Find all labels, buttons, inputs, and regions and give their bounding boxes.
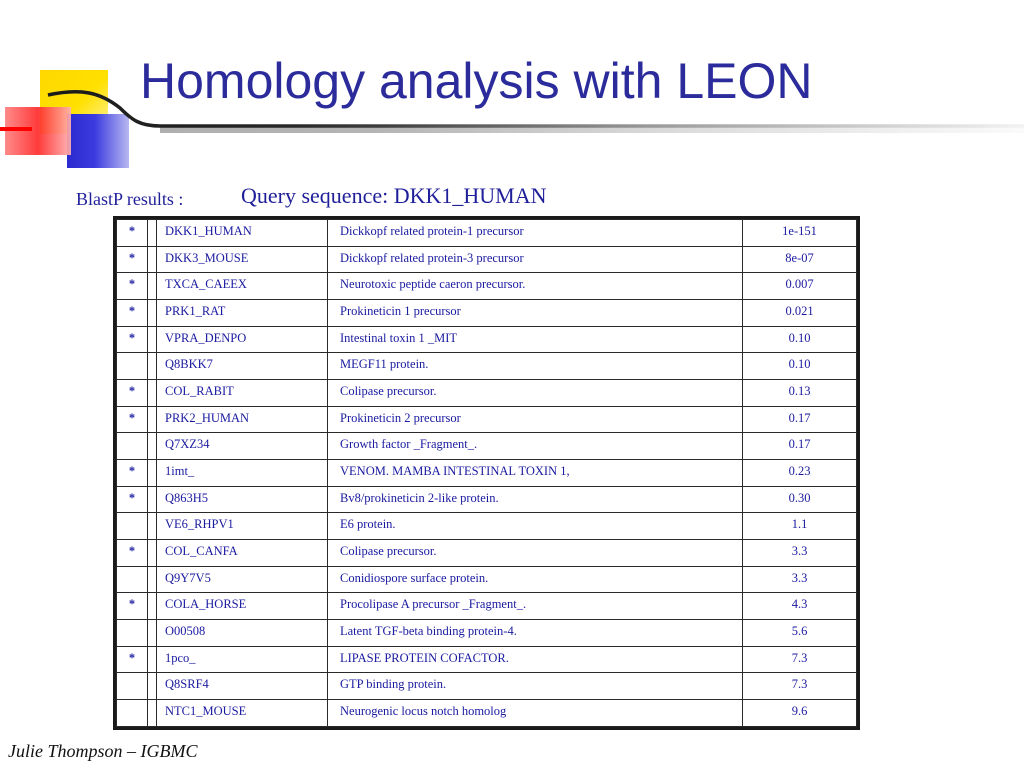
evalue-cell-text: 7.3 — [791, 677, 808, 692]
significance-star — [117, 380, 148, 407]
significance-star-text: * — [128, 464, 136, 479]
description-cell-text: VENOM. MAMBA INTESTINAL TOXIN 1, — [340, 464, 570, 479]
table-row — [117, 566, 857, 593]
significance-star — [117, 513, 148, 540]
evalue-cell — [743, 700, 857, 727]
evalue-cell-text: 0.13 — [788, 384, 811, 399]
significance-star — [117, 620, 148, 647]
evalue-cell — [743, 593, 857, 620]
accession-cell-text: VPRA_DENPO — [165, 330, 247, 345]
accession-cell-text: Q9Y7V5 — [165, 570, 211, 585]
accession-cell-text: DKK3_MOUSE — [165, 250, 249, 265]
significance-star-text: * — [128, 304, 136, 319]
accession-cell — [157, 513, 328, 540]
accession-cell-text: Q8BKK7 — [165, 357, 213, 372]
table-row — [117, 353, 857, 380]
significance-star-text: * — [128, 330, 136, 345]
accession-cell-text: COL_CANFA — [165, 544, 238, 559]
description-cell — [328, 353, 743, 380]
description-cell — [328, 620, 743, 647]
description-cell-text: Dickkopf related protein-1 precursor — [340, 224, 524, 238]
significance-star — [117, 673, 148, 700]
accession-cell — [157, 326, 328, 353]
description-cell-text: Latent TGF-beta binding protein-4. — [340, 624, 517, 639]
evalue-cell — [743, 646, 857, 673]
evalue-cell-text: 3.3 — [791, 544, 808, 559]
accession-cell — [157, 540, 328, 567]
significance-star — [117, 273, 148, 300]
description-cell-text: Intestinal toxin 1 _MIT — [340, 330, 457, 345]
significance-star — [117, 593, 148, 620]
evalue-cell-text: 8e-07 — [785, 250, 814, 265]
significance-star — [117, 326, 148, 353]
accession-cell — [157, 620, 328, 647]
accession-cell — [157, 220, 328, 247]
description-cell — [328, 273, 743, 300]
table-row — [117, 246, 857, 273]
description-cell-text: Prokineticin 1 precursor — [340, 304, 461, 319]
significance-star — [117, 646, 148, 673]
row-spacer — [148, 540, 157, 567]
accession-cell-text: 1imt_ — [165, 464, 195, 479]
evalue-cell — [743, 273, 857, 300]
row-spacer — [148, 433, 157, 460]
evalue-cell-text: 0.10 — [788, 330, 811, 345]
row-spacer — [148, 673, 157, 700]
evalue-cell-text: 0.007 — [785, 277, 814, 292]
accession-cell-text: 1pco_ — [165, 650, 196, 665]
row-spacer — [148, 273, 157, 300]
description-cell — [328, 566, 743, 593]
row-spacer — [148, 593, 157, 620]
significance-star-text: * — [128, 277, 136, 292]
accession-cell — [157, 246, 328, 273]
evalue-cell-text: 0.17 — [788, 437, 811, 452]
significance-star-text: * — [128, 544, 136, 559]
row-spacer — [148, 380, 157, 407]
significance-star — [117, 540, 148, 567]
description-cell — [328, 406, 743, 433]
row-spacer — [148, 326, 157, 353]
description-cell-text: Colipase precursor. — [340, 544, 437, 559]
description-cell-text: Neurotoxic peptide caeron precursor. — [340, 277, 526, 292]
evalue-cell — [743, 300, 857, 327]
evalue-cell-text: 0.23 — [788, 464, 811, 479]
accession-cell-text: PRK1_RAT — [165, 304, 226, 319]
significance-star-text: * — [128, 384, 136, 399]
description-cell — [328, 246, 743, 273]
table-row — [117, 540, 857, 567]
description-cell-text: E6 protein. — [340, 517, 396, 532]
accession-cell-text: O00508 — [165, 624, 206, 639]
description-cell-text: MEGF11 protein. — [340, 357, 429, 372]
evalue-cell-text: 0.17 — [788, 410, 811, 425]
row-spacer — [148, 246, 157, 273]
evalue-cell — [743, 620, 857, 647]
evalue-cell — [743, 460, 857, 487]
description-cell-text: Procolipase A precursor _Fragment_. — [340, 597, 527, 612]
evalue-cell — [743, 246, 857, 273]
description-cell — [328, 540, 743, 567]
table-row — [117, 380, 857, 407]
evalue-cell-text: 0.10 — [788, 357, 811, 372]
table-row — [117, 273, 857, 300]
evalue-cell — [743, 353, 857, 380]
accession-cell — [157, 700, 328, 727]
significance-star-text: * — [128, 650, 136, 665]
description-cell — [328, 220, 743, 247]
table-row — [117, 486, 857, 513]
evalue-cell-text: 5.6 — [791, 624, 808, 639]
row-spacer — [148, 353, 157, 380]
accession-cell — [157, 486, 328, 513]
accession-cell-text: Q863H5 — [165, 490, 209, 505]
evalue-cell-text: 9.6 — [791, 704, 808, 719]
description-cell-text: Conidiospore surface protein. — [340, 570, 489, 585]
accession-cell-text: COL_RABIT — [165, 384, 234, 399]
description-cell-text: GTP binding protein. — [340, 677, 447, 692]
evalue-cell — [743, 513, 857, 540]
accession-cell — [157, 380, 328, 407]
accession-cell — [157, 433, 328, 460]
evalue-cell-text: 1.1 — [791, 517, 808, 532]
description-cell-text: LIPASE PROTEIN COFACTOR. — [340, 650, 509, 665]
description-cell-text: Bv8/prokineticin 2-like protein. — [340, 490, 499, 505]
accession-cell-text: Q7XZ34 — [165, 437, 210, 452]
accession-cell-text: Q8SRF4 — [165, 677, 209, 692]
accession-cell-text: PRK2_HUMAN — [165, 410, 250, 425]
significance-star-text: * — [128, 410, 136, 425]
significance-star — [117, 353, 148, 380]
evalue-cell — [743, 566, 857, 593]
description-cell — [328, 593, 743, 620]
table-row — [117, 300, 857, 327]
significance-star-text: * — [128, 224, 136, 238]
evalue-cell — [743, 673, 857, 700]
table-row — [117, 700, 857, 727]
query-sequence-label: Query sequence: DKK1_HUMAN — [241, 183, 547, 208]
description-cell — [328, 486, 743, 513]
row-spacer — [148, 513, 157, 540]
table-row — [117, 620, 857, 647]
slide-title: Homology analysis with LEON — [140, 53, 813, 109]
row-spacer — [148, 220, 157, 247]
accession-cell-text: VE6_RHPV1 — [165, 517, 234, 532]
description-cell — [328, 460, 743, 487]
description-cell — [328, 300, 743, 327]
accession-cell-text: DKK1_HUMAN — [165, 224, 252, 238]
evalue-cell-text: 7.3 — [791, 650, 808, 665]
table-row — [117, 673, 857, 700]
description-cell — [328, 433, 743, 460]
evalue-cell — [743, 380, 857, 407]
evalue-cell-text: 3.3 — [791, 570, 808, 585]
accession-cell-text: TXCA_CAEEX — [165, 277, 247, 292]
accession-cell — [157, 566, 328, 593]
table-row — [117, 326, 857, 353]
accession-cell — [157, 460, 328, 487]
accession-cell-text: NTC1_MOUSE — [165, 704, 247, 719]
table-row — [117, 406, 857, 433]
evalue-cell-text: 0.021 — [785, 304, 814, 319]
significance-star-text: * — [128, 597, 136, 612]
row-spacer — [148, 646, 157, 673]
significance-star — [117, 700, 148, 727]
footer-author: Julie Thompson – IGBMC — [8, 741, 198, 761]
significance-star — [117, 406, 148, 433]
description-cell — [328, 380, 743, 407]
evalue-cell — [743, 433, 857, 460]
accession-cell — [157, 353, 328, 380]
significance-star — [117, 246, 148, 273]
evalue-cell-text: 0.30 — [788, 490, 811, 505]
table-row — [117, 646, 857, 673]
description-cell — [328, 700, 743, 727]
hits-table — [116, 219, 857, 727]
blastp-results-table — [113, 216, 860, 730]
description-cell — [328, 646, 743, 673]
row-spacer — [148, 620, 157, 647]
table-row — [117, 220, 857, 247]
description-cell — [328, 513, 743, 540]
accession-cell — [157, 273, 328, 300]
accession-cell — [157, 646, 328, 673]
description-cell — [328, 326, 743, 353]
significance-star — [117, 433, 148, 460]
row-spacer — [148, 300, 157, 327]
description-cell-text: Dickkopf related protein-3 precursor — [340, 250, 524, 265]
description-cell-text: Colipase precursor. — [340, 384, 437, 399]
row-spacer — [148, 566, 157, 593]
table-row — [117, 593, 857, 620]
table-row — [117, 433, 857, 460]
significance-star — [117, 460, 148, 487]
evalue-cell-text: 1e-151 — [782, 224, 817, 238]
significance-star — [117, 566, 148, 593]
evalue-cell — [743, 220, 857, 247]
evalue-cell — [743, 406, 857, 433]
accession-cell-text: COLA_HORSE — [165, 597, 247, 612]
description-cell-text: Prokineticin 2 precursor — [340, 410, 461, 425]
table-row — [117, 513, 857, 540]
evalue-cell — [743, 486, 857, 513]
row-spacer — [148, 406, 157, 433]
accession-cell — [157, 406, 328, 433]
accession-cell — [157, 673, 328, 700]
description-cell-text: Growth factor _Fragment_. — [340, 437, 478, 452]
row-spacer — [148, 460, 157, 487]
significance-star — [117, 220, 148, 247]
evalue-cell — [743, 326, 857, 353]
row-spacer — [148, 486, 157, 513]
blastp-results-label: BlastP results : — [76, 189, 184, 209]
accession-cell — [157, 593, 328, 620]
significance-star-text: * — [128, 250, 136, 265]
significance-star — [117, 300, 148, 327]
description-cell-text: Neurogenic locus notch homolog — [340, 704, 507, 719]
significance-star — [117, 486, 148, 513]
significance-star-text: * — [128, 490, 136, 505]
accession-cell — [157, 300, 328, 327]
row-spacer — [148, 700, 157, 727]
table-row — [117, 460, 857, 487]
description-cell — [328, 673, 743, 700]
evalue-cell-text: 4.3 — [791, 597, 808, 612]
evalue-cell — [743, 540, 857, 567]
